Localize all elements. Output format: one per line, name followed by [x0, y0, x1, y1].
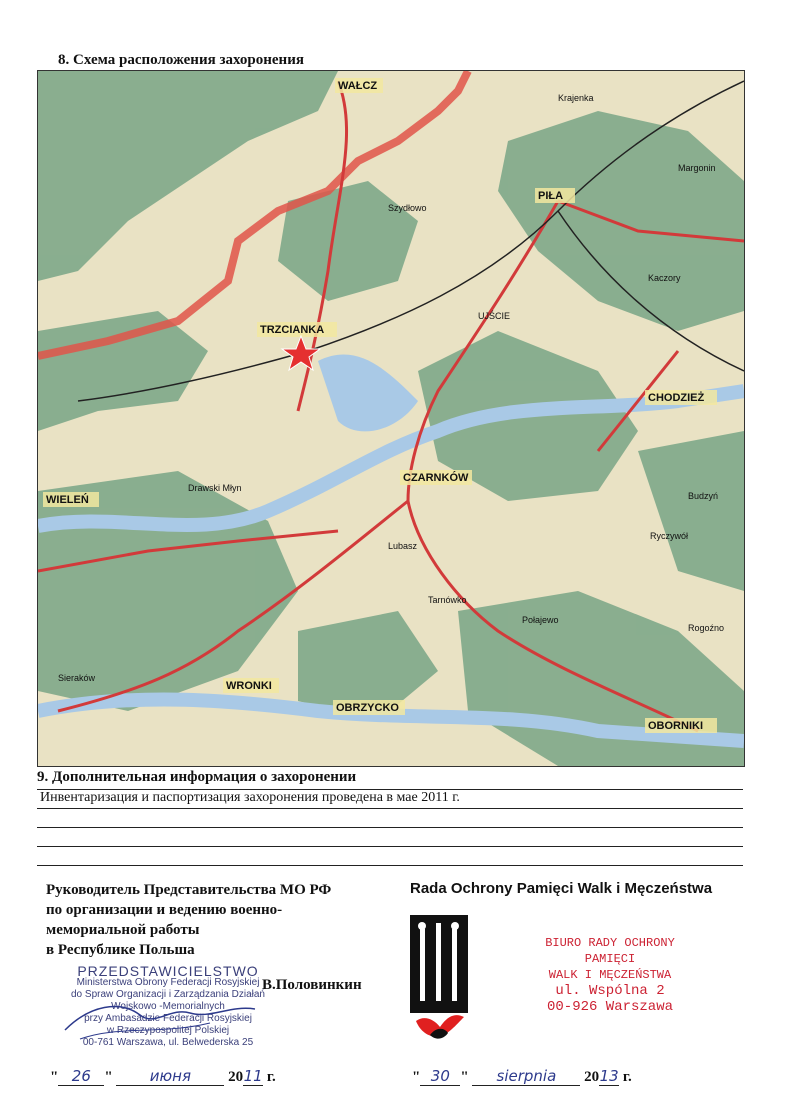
svg-text:Krajenka: Krajenka [558, 93, 594, 103]
town-label [678, 163, 716, 173]
rule-line [37, 865, 743, 866]
town-label [478, 310, 510, 321]
additional-info-text: Инвентаризация и паспортизация захоронения проведена в мае 2011 г. [40, 790, 460, 805]
town-label [188, 483, 242, 493]
signature-icon [60, 995, 260, 1045]
town-label [333, 700, 405, 715]
town-label [58, 673, 96, 683]
rep-line: по организации и ведению военно- [46, 902, 283, 918]
map-image [38, 71, 744, 766]
town-label [43, 492, 99, 507]
date-year: 13 [599, 1067, 619, 1085]
svg-text:WRONKI: WRONKI [226, 680, 272, 692]
rep-line: в Республике Польша [46, 942, 195, 958]
stamp-title: PRZEDSTAWICIELSTWO [77, 963, 259, 979]
svg-text:PIŁA: PIŁA [538, 190, 564, 202]
svg-text:OBORNIKI: OBORNIKI [648, 720, 703, 732]
town-label [400, 470, 472, 485]
stamp-line: 00-926 Warszawa [546, 999, 674, 1015]
stamp-line: 00-761 Warszawa, ul. Belwederska 25 [82, 1037, 254, 1048]
town-label [688, 491, 718, 501]
date-month: июня [116, 1067, 224, 1086]
rada-stamp [520, 935, 700, 1015]
town-label [650, 531, 688, 541]
town-label [388, 203, 427, 213]
rule-line [37, 808, 743, 809]
svg-text:Lubasz: Lubasz [388, 541, 418, 551]
stamp-line: ul. Wspólna 2 [555, 983, 665, 999]
date-day: 30 [420, 1067, 460, 1086]
svg-text:Rogoźno: Rogoźno [688, 623, 725, 633]
svg-text:TRZCIANKA: TRZCIANKA [260, 324, 325, 336]
rep-line: мемориальной работы [46, 922, 200, 938]
svg-text:Sieraków: Sieraków [58, 673, 96, 683]
stamp-line: BIURO RADY OCHRONY PAMIĘCI [545, 936, 675, 966]
rep-line: Руководитель Представительства МО РФ [46, 882, 332, 898]
town-label [558, 93, 594, 103]
town-label [388, 541, 418, 551]
town-label [645, 390, 717, 405]
signer-name: В.Половинкин [262, 977, 362, 993]
svg-text:Tarnówko: Tarnówko [428, 595, 467, 605]
town-label [535, 188, 575, 203]
date-year-prefix: 20 [228, 1069, 244, 1085]
stamp-line: przy Ambasadzie Federacji Rosyjskiej [84, 1013, 252, 1024]
svg-text:Kaczory: Kaczory [648, 273, 681, 283]
town-label [223, 678, 279, 693]
date-rada: " 30 " sierpnia 2013 г. [412, 1067, 632, 1085]
date-month: sierpnia [472, 1067, 580, 1086]
stamp-line: Wojskowo -Memorialnych [111, 1001, 225, 1012]
svg-text:CZARNKÓW: CZARNKÓW [403, 472, 469, 484]
rule-line [37, 827, 743, 828]
svg-text:Margonin: Margonin [678, 163, 716, 173]
section-9-title: 9. Дополнительная информация о захоронении [37, 769, 357, 785]
svg-text:UJŚCIE: UJŚCIE [478, 311, 511, 321]
town-label [428, 595, 467, 605]
date-day: 26 [58, 1067, 104, 1086]
representative-title [46, 880, 376, 960]
town-label [335, 78, 383, 93]
stamp-line: WALK I MĘCZEŃSTWA [548, 968, 672, 982]
svg-text:Ryczywół: Ryczywół [650, 531, 689, 541]
stamp-line: w Rzeczypospolitej Polskiej [106, 1025, 230, 1036]
date-suffix: г. [266, 1069, 276, 1085]
section-8-title: 8. Схема расположения захоронения [58, 52, 304, 68]
svg-text:Budzyń: Budzyń [688, 491, 719, 501]
town-label [688, 623, 724, 633]
date-suffix: г. [622, 1069, 632, 1085]
svg-text:Połajewo: Połajewo [522, 615, 559, 625]
date-year-prefix: 20 [584, 1069, 600, 1085]
svg-text:WAŁCZ: WAŁCZ [338, 80, 378, 92]
stamp-line: Ministerstwa Obrony Federacji Rosyjskiej [76, 977, 260, 988]
stamp-line: do Spraw Organizacji i Zarządzania Działań [71, 989, 265, 1000]
location-map [37, 70, 745, 767]
svg-text:Drawski Młyn: Drawski Młyn [188, 483, 242, 493]
rada-title: Rada Ochrony Pamięci Walk i Męczeństwa [410, 880, 713, 897]
town-label [645, 718, 717, 733]
svg-text:WIELEŃ: WIELEŃ [46, 494, 89, 506]
rada-logo-icon [410, 915, 468, 1043]
town-label [648, 273, 681, 283]
svg-text:Szydłowo: Szydłowo [388, 203, 427, 213]
svg-text:CHODZIEŻ: CHODZIEŻ [648, 392, 705, 404]
svg-text:OBRZYCKO: OBRZYCKO [336, 702, 399, 714]
date-representative: " 26 " июня 2011 г. [50, 1067, 276, 1085]
date-year: 11 [243, 1067, 263, 1085]
town-label [522, 615, 559, 625]
rule-line [37, 846, 743, 847]
town-label [257, 322, 337, 337]
